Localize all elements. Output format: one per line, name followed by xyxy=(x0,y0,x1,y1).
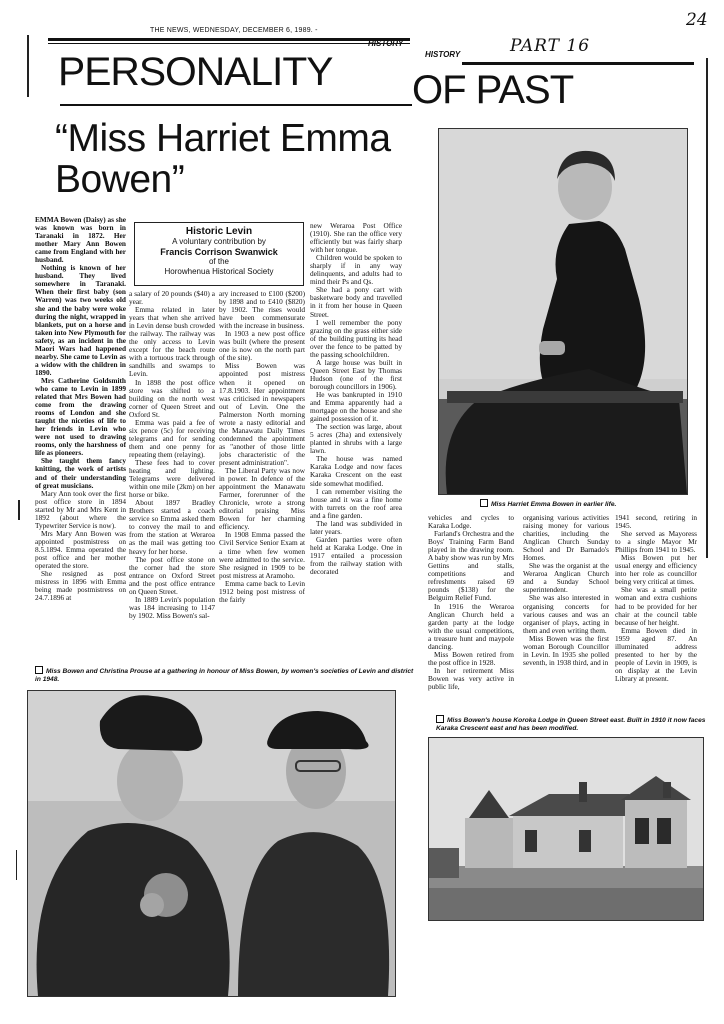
paragraph: Miss Bowen put her usual energy and efficiency into her role as councillor being very critical at times. xyxy=(615,553,697,587)
portrait-photo-graphic xyxy=(439,129,687,494)
portrait-photo xyxy=(438,128,688,495)
credit-box-author: Francis Corrison Swanwick xyxy=(160,247,278,257)
paragraph: He was bankrupted in 1910 and Emma apparently had a mortgage on the house and she gained possession of it. xyxy=(310,389,402,424)
paragraph: Farland's Orchestra and the Boys' Training Farm Band played in the drawing room. A baby show was run by Mrs Gettins and stalls, competitions and refreshments raised 69 pounds ($138) for the Belguim Relief Fund. xyxy=(428,529,514,603)
paragraph: In 1916 the Weraroa Anglican Church held a garden party at the lodge with the usual competitions, a treasure hunt and maypole dancing. xyxy=(428,601,514,651)
article-column-6 xyxy=(523,514,609,710)
group-caption xyxy=(35,666,415,684)
caption-bullet-icon xyxy=(480,499,488,507)
group-photo xyxy=(27,690,396,997)
paragraph: The land was subdivided in later years. xyxy=(310,518,402,536)
caption-bullet-icon xyxy=(436,715,444,723)
paragraph: She had a pony cart with basketware body and travelled in it from her house in Queen Street. xyxy=(310,285,402,319)
credit-box-line2: of the xyxy=(208,257,229,266)
house-caption-text: Miss Bowen's house Koroka Lodge in Queen Street east. Built in 1910 it now faces Karaka Crescent east and has been modified. xyxy=(436,717,706,732)
paragraph: Emma came back to Levin 1912 being post mistress of the fairly xyxy=(219,578,305,604)
paragraph: ary increased to £100 ($200) by 1898 and to £410 ($820) by 1902. The rises would have been commensurate with the increase in business. xyxy=(219,290,305,331)
paragraph: Mrs Mary Ann Bowen was appointed postmistress on 8.5.1894. Emma operated the post office and her mother operated the store. xyxy=(35,528,126,571)
paragraph: a salary of 20 pounds ($40) a year. xyxy=(129,290,215,307)
credit-box-line1: A voluntary contribution by xyxy=(172,237,266,246)
top-rule-right xyxy=(462,62,694,65)
caption-bullet-icon xyxy=(35,666,43,674)
page-number: 24 xyxy=(686,10,708,30)
headline-subject: “Miss Harriet Emma Bowen” xyxy=(55,117,391,201)
paragraph: I well remember the pony grazing on the grass either side of the building putting its head over the fence to be patted by the passing schoolchildren. xyxy=(310,317,402,359)
paragraph: The post office stone on the corner had the store entrance on Oxford Street and the post office entrance on Queen Street. xyxy=(129,554,215,596)
paragraph: The house was named Karaka Lodge and now faces Karaka Crescent on the east side somewhat modified. xyxy=(310,454,402,488)
paragraph: Miss Bowen retired from the post office in 1928. xyxy=(428,649,514,667)
margin-mark xyxy=(16,850,17,880)
article-column-5 xyxy=(428,514,514,710)
paragraph: vehicles and cycles to Karaka Lodge. xyxy=(428,514,514,531)
top-rule-left-thin xyxy=(48,43,410,44)
article-column-3 xyxy=(219,290,305,668)
paragraph: Nothing is known of her husband. They lived somewhere in Taranaki. When their first baby (son Warren) was two weeks old she and the baby were woke during the night, wrapped in blankets, put on a horse and taken into New Plymouth for safety, as an incident in the Maori Wars had happened nearby. She came to Levin as a widow with the children in 1890. xyxy=(35,263,126,377)
paragraph: EMMA Bowen (Daisy) as she was known was born in Taranaki in 1872. Her mother Mary Ann Bowen came from England with her husband. xyxy=(35,216,126,265)
paragraph: Garden parties were often held at Karaka Lodge. One in 1917 entailed a procession from the railway station with decorated xyxy=(310,534,402,577)
paragraph: Emma Bowen died in 1959 aged 87. An illuminated address presented to her by the people of Levin in 1909, is on display at the Levin Library at present. xyxy=(615,625,697,683)
house-photo xyxy=(428,737,704,921)
portrait-caption-text: Miss Harriet Emma Bowen in earlier life. xyxy=(491,501,617,508)
article-column-4 xyxy=(310,222,402,668)
top-rule-left xyxy=(48,38,410,41)
dateline: THE NEWS, WEDNESDAY, DECEMBER 6, 1989. - xyxy=(150,27,318,34)
paragraph: new Weraroa Post Office (1910). She ran the office very efficiently but was fairly sharp with her tongue. xyxy=(310,222,402,255)
paragraph: 1941 second, retiring in 1945. xyxy=(615,514,697,531)
headline-rule xyxy=(60,104,412,106)
section-label-left: HISTORY xyxy=(368,39,404,48)
paragraph: She taught them fancy knitting, the work of artists and of their understanding of great musicians. xyxy=(35,456,126,490)
paragraph: She was also interested in organising concerts for various causes and was an organiser of plays, acting in them and even writing them. xyxy=(523,593,609,635)
paragraph: Miss Bowen was appointed post mistress when it opened on 17.8.1903. Her appointment was criticised in newspapers out of Levin. One the Palmerston North morning wrote a nasty editorial and the Manawatu Daily Times condemned the apointment as "another of those little jobs characteristic of the present administration". xyxy=(219,361,305,467)
paragraph: In 1908 Emma passed the Civil Service Senior Exam at a time when few women were admitted to the service. She resigned in 1909 to be post mistress at Aramoho. xyxy=(219,530,305,580)
house-caption xyxy=(436,715,706,733)
paragraph: She resigned as post mistress in 1896 with Emma being made postmistress on 24.7.1896 at xyxy=(35,569,126,603)
margin-mark xyxy=(706,58,708,558)
paragraph: The Liberal Party was now in power. In defence of the appointment the Manawatu Farmer, forerunner of the Chronicle, wrote a strong editorial praising Miss Bowen for her charming efficiency. xyxy=(219,466,305,532)
paragraph: In her retirement Miss Bowen was very active in public life, xyxy=(428,665,514,691)
paragraph: The section was large, about 5 acres (2ha) and extensively planted in shrubs with a large lawn. xyxy=(310,422,402,456)
headline-personality: PERSONALITY xyxy=(58,50,333,94)
group-photo-graphic xyxy=(28,691,395,996)
margin-mark xyxy=(18,500,20,520)
handwritten-part-label: PART 16 xyxy=(510,36,591,56)
paragraph: In 1903 a new post office was built (where the present one is now on the north part of the site). xyxy=(219,329,305,363)
headline-of-past: OF PAST xyxy=(412,68,574,112)
paragraph: Children would be spoken to sharply if in any way delinquents, and adults had to mind their Ps and Qs. xyxy=(310,253,402,287)
paragraph: I can remember visiting the house and it was a fine home with turrets on the roof area and a fine garden. xyxy=(310,486,402,520)
paragraph: organising various activities raising money for various charities, including the Anglican Church Sunday School and Dr Barnado's Homes. xyxy=(523,514,609,563)
paragraph: She was the organist at the Weraroa Anglican Church and a Sunday School superintendent. xyxy=(523,561,609,595)
article-column-1 xyxy=(35,216,126,668)
section-label-right: HISTORY xyxy=(425,50,461,59)
paragraph: These fees had to cover heating and lighting. Telegrams were delivered within one mile (2km) on her horse or bike. xyxy=(129,457,215,500)
article-column-7 xyxy=(615,514,697,710)
paragraph: In 1898 the post office store was shifted to a building on the north west corner of Queen Street and Oxford St. xyxy=(129,377,215,419)
paragraph: In 1889 Levin's population was 184 increasing to 1147 by 1902. Miss Bowen's sal- xyxy=(129,594,215,620)
paragraph: Mary Ann took over the first post office store in 1894 started by Mr and Mrs Kent in 1892 (about where the Typewriter Service is now). xyxy=(35,488,126,530)
paragraph: Emma was paid a fee of six pence (5c) for receiving telegrams and for sending them and one penny for repeating them (relaying). xyxy=(129,417,215,459)
margin-mark xyxy=(27,35,29,97)
paragraph: Emma related in later years that when she arrived in Levin dense bush crowded the railway. The railway was the only access to Levin except for the beach route with a tortuous track through sandhills and swamps to Levin. xyxy=(129,305,215,379)
paragraph: Miss Bowen was the first woman Borough Councillor in Levin. In 1935 she polled seventh, in 1938 third, and in xyxy=(523,633,609,667)
house-photo-graphic xyxy=(429,738,703,920)
paragraph: She served as Mayoress to a single Mayor Mr Phillips from 1941 to 1945. xyxy=(615,529,697,555)
credit-box-title: Historic Levin xyxy=(185,226,253,237)
paragraph: About 1897 Bradley Brothers started a coach service so Emma asked them to convey the mail to and from the station at Weraroa as the mail was getting too heavy for her horse. xyxy=(129,498,215,556)
paragraph: Mrs Catherine Goldsmith who came to Levin in 1899 related that Mrs Bowen had come from the drawing rooms of London and she taught the niceties of life to her friends in Levin who were not used to drawing rooms, only the harshness of life as pioneers. xyxy=(35,375,126,458)
credit-box xyxy=(134,222,304,286)
group-caption-text: Miss Bowen and Christina Prouse at a gathering in honour of Miss Bowen, by women's societies of Levin and district in 1948. xyxy=(35,668,414,683)
article-column-2 xyxy=(129,290,215,668)
paragraph: She was a small petite woman and extra cushions had to be provided for her chair at the council table because of her height. xyxy=(615,585,697,627)
portrait-caption xyxy=(480,499,700,509)
credit-box-society: Horowhenua Historical Society xyxy=(164,267,274,276)
paragraph: A large house was built in Queen Street East by Thomas Hudson (one of the first borough councillors in 1906). xyxy=(310,357,402,391)
